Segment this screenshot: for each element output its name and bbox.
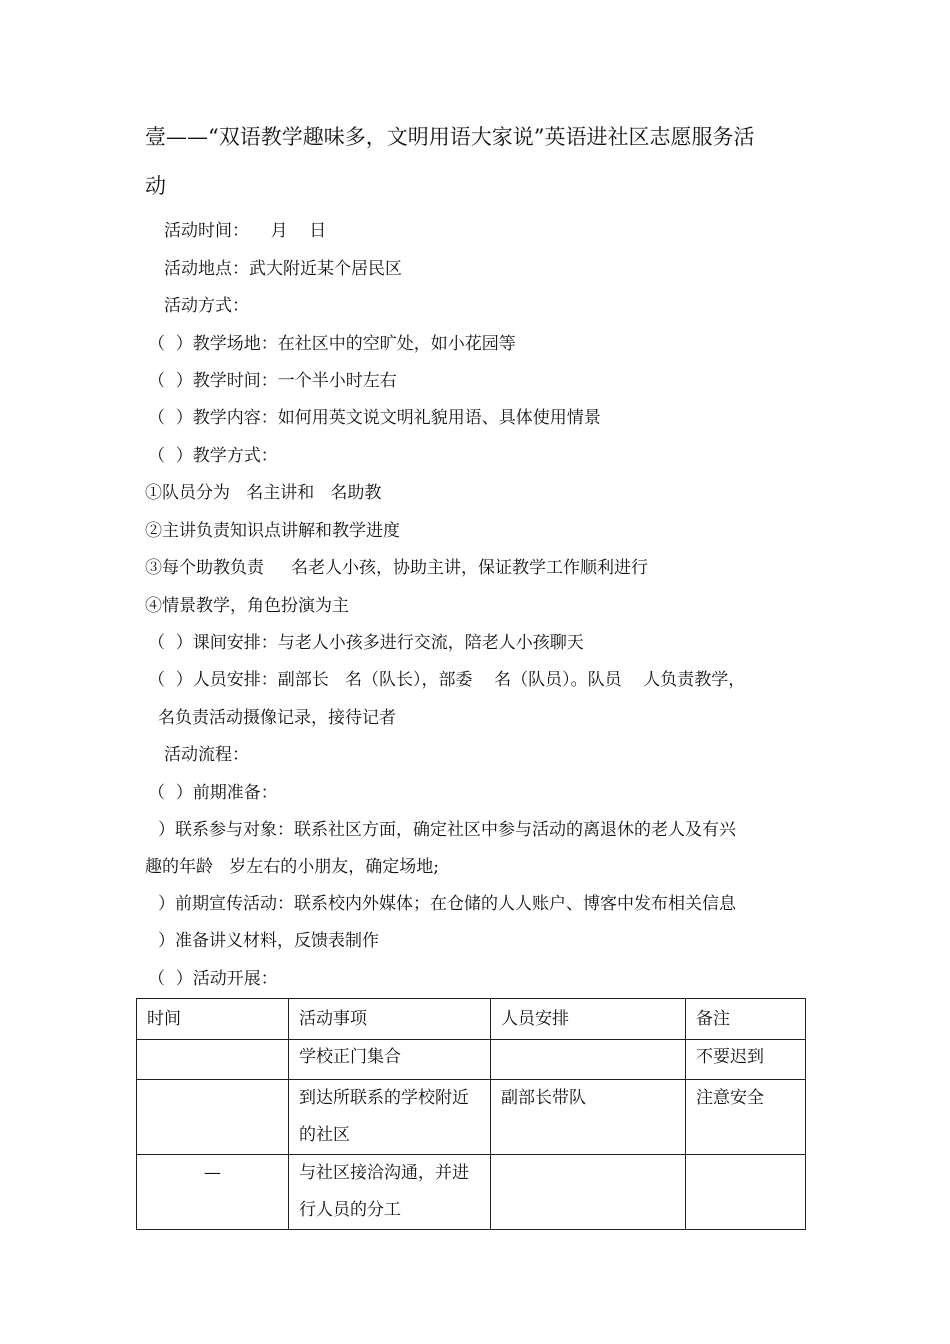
table-row [137,1040,806,1080]
header-remarks: 备注 [686,999,806,1040]
staff-arrangement: （ ）人员安排：副部长 名（队长），部委 名（队员）。队员 人负责教学， [148,670,746,690]
preparation-item-2: ）前期宣传活动：联系校内外媒体；在仓储的人人账户、博客中发布相关信息 [158,894,736,914]
table-cell: 副部长带队 [491,1080,686,1155]
activity-process-heading: 活动流程： [164,745,249,765]
table-cell [491,1040,686,1080]
table-header-row [137,999,806,1040]
header-time: 时间 [137,999,289,1040]
table-cell: 注意安全 [686,1080,806,1155]
table-cell: — [137,1155,289,1230]
teaching-venue: （ ）教学场地：在社区中的空旷处，如小花园等 [148,334,516,354]
table-cell [137,1080,289,1155]
preparation-item-1-continued: 趣的年龄 岁左右的小朋友，确定场地; [145,857,439,877]
table-cell: 不要迟到 [686,1040,806,1080]
preparation-item-1: ）联系参与对象：联系社区方面，确定社区中参与活动的离退休的老人及有兴 [158,820,736,840]
method-item-1: ①队员分为 名主讲和 名助教 [145,483,382,503]
teaching-method-heading: （ ）教学方式： [148,446,278,466]
document-title-line-2: 动 [145,174,166,198]
table-cell [137,1040,289,1080]
method-item-3: ③每个助教负责 名老人小孩，协助主讲，保证教学工作顺利进行 [145,558,649,578]
schedule-table [136,998,806,1230]
table-cell: 与社区接洽沟通，并进行人员的分工 [289,1155,491,1230]
header-staff: 人员安排 [491,999,686,1040]
table-row [137,1155,806,1230]
break-arrangement: （ ）课间安排：与老人小孩多进行交流，陪老人小孩聊天 [148,633,584,653]
preparation-heading: （ ）前期准备： [148,783,278,803]
activity-time: 活动时间： 月 日 [164,221,327,241]
preparation-item-3: ）准备讲义材料，反馈表制作 [158,931,379,951]
teaching-time: （ ）教学时间：一个半小时左右 [148,371,397,391]
method-item-4: ④情景教学，角色扮演为主 [145,596,349,616]
activity-execution-heading: （ ）活动开展： [148,969,278,989]
teaching-content: （ ）教学内容：如何用英文说文明礼貌用语、具体使用情景 [148,408,601,428]
activity-method-heading: 活动方式： [164,296,249,316]
staff-arrangement-continued: 名负责活动摄像记录，接待记者 [158,708,396,728]
table-cell [491,1155,686,1230]
header-activity: 活动事项 [289,999,491,1040]
table-cell: 学校正门集合 [289,1040,491,1080]
table-cell: 到达所联系的学校附近的社区 [289,1080,491,1155]
method-item-2: ②主讲负责知识点讲解和教学进度 [145,521,400,541]
table-cell [686,1155,806,1230]
activity-location: 活动地点：武大附近某个居民区 [164,259,402,279]
document-title-line-1: 壹——“双语教学趣味多，文明用语大家说”英语进社区志愿服务活 [145,125,755,149]
table-row [137,1080,806,1155]
